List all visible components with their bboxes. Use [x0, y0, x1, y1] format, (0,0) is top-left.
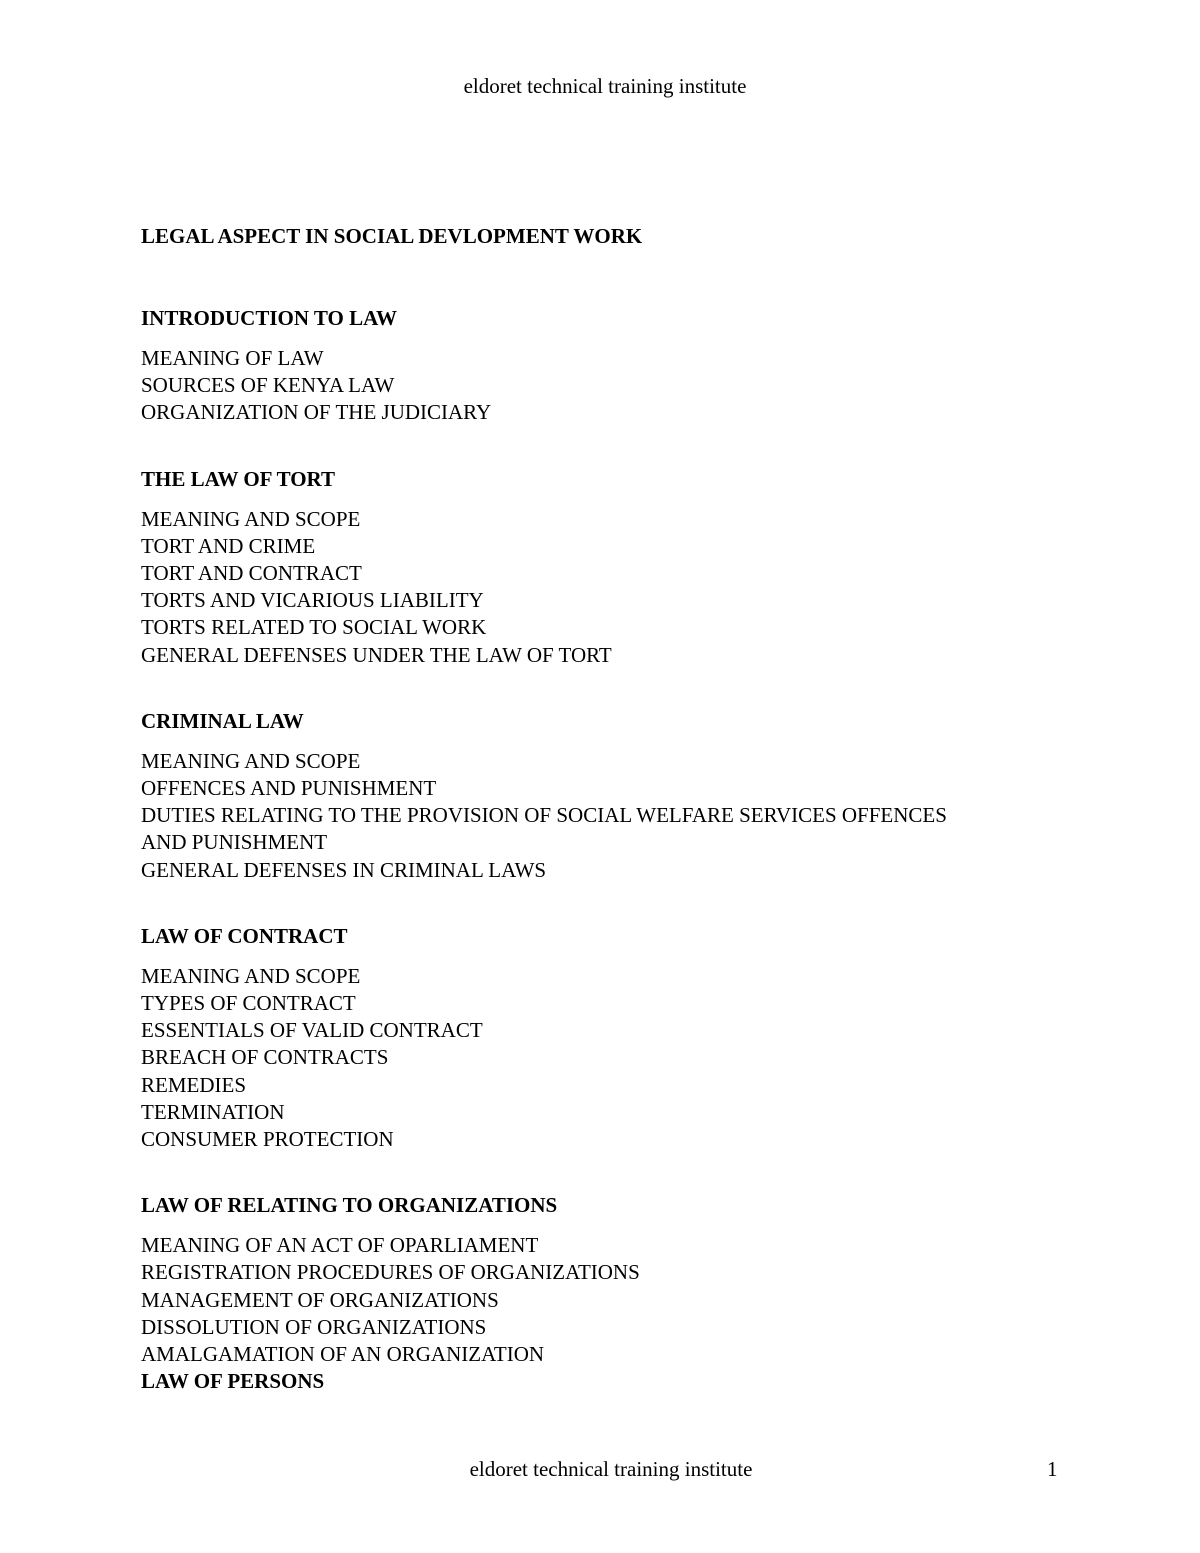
topic-item: MEANING AND SCOPE: [141, 963, 361, 988]
topic-item: SOURCES OF KENYA LAW: [141, 373, 395, 398]
section-law-of-contract: [141, 923, 1101, 1153]
document-body: [141, 223, 1101, 1395]
topic-item: MEANING AND SCOPE: [141, 748, 361, 773]
topic-item: ORGANIZATION OF THE JUDICIARY: [141, 400, 492, 425]
page-header: eldoret technical training institute: [463, 74, 747, 98]
topic-item: MEANING AND SCOPE: [141, 506, 361, 531]
topic-item: TYPES OF CONTRACT: [141, 991, 356, 1016]
topic-item: MEANING OF AN ACT OF OPARLIAMENT: [141, 1233, 539, 1258]
topic-item: BREACH OF CONTRACTS: [141, 1045, 389, 1070]
section-heading: CRIMINAL LAW: [141, 708, 304, 733]
topic-item: TORT AND CONTRACT: [141, 561, 362, 586]
topic-item: ESSENTIALS OF VALID CONTRACT: [141, 1018, 483, 1043]
topic-item: AMALGAMATION OF AN ORGANIZATION: [141, 1342, 545, 1367]
page-number: 1: [1047, 1457, 1058, 1481]
topic-item: MEANING OF LAW: [141, 346, 324, 370]
topic-item: CONSUMER PROTECTION: [141, 1127, 394, 1152]
section-introduction-to-law: [141, 305, 1101, 427]
topic-item: DISSOLUTION OF ORGANIZATIONS: [141, 1314, 487, 1339]
topic-item: DUTIES RELATING TO THE PROVISION OF SOCIAL WELFARE SERVICES OFFENCES: [141, 803, 947, 828]
topic-item: MANAGEMENT OF ORGANIZATIONS: [141, 1287, 499, 1312]
topic-item: GENERAL DEFENSES IN CRIMINAL LAWS: [141, 857, 547, 882]
section-law-of-tort: [141, 466, 1101, 669]
topic-item: REGISTRATION PROCEDURES OF ORGANIZATIONS: [141, 1260, 640, 1285]
topic-item: GENERAL DEFENSES UNDER THE LAW OF TORT: [141, 642, 612, 667]
topic-item: TORT AND CRIME: [141, 533, 316, 558]
page-footer: eldoret technical training institute: [469, 1457, 753, 1481]
topic-item: TORTS RELATED TO SOCIAL WORK: [141, 615, 487, 640]
topic-item: AND PUNISHMENT: [141, 830, 328, 855]
topic-item: TORTS AND VICARIOUS LIABILITY: [141, 588, 484, 613]
section-law-relating-to-organizations: [141, 1192, 1101, 1395]
document-title: LEGAL ASPECT IN SOCIAL DEVLOPMENT WORK: [141, 224, 643, 248]
section-heading-law-of-persons: LAW OF PERSONS: [141, 1369, 325, 1394]
section-heading: THE LAW OF TORT: [141, 466, 335, 491]
section-heading: LAW OF CONTRACT: [141, 923, 348, 948]
section-heading: INTRODUCTION TO LAW: [141, 306, 397, 330]
topic-item: TERMINATION: [141, 1099, 285, 1124]
section-heading: LAW OF RELATING TO ORGANIZATIONS: [141, 1193, 558, 1218]
topic-item: OFFENCES AND PUNISHMENT: [141, 776, 437, 801]
section-criminal-law: [141, 708, 1101, 884]
topic-item: REMEDIES: [141, 1072, 246, 1097]
